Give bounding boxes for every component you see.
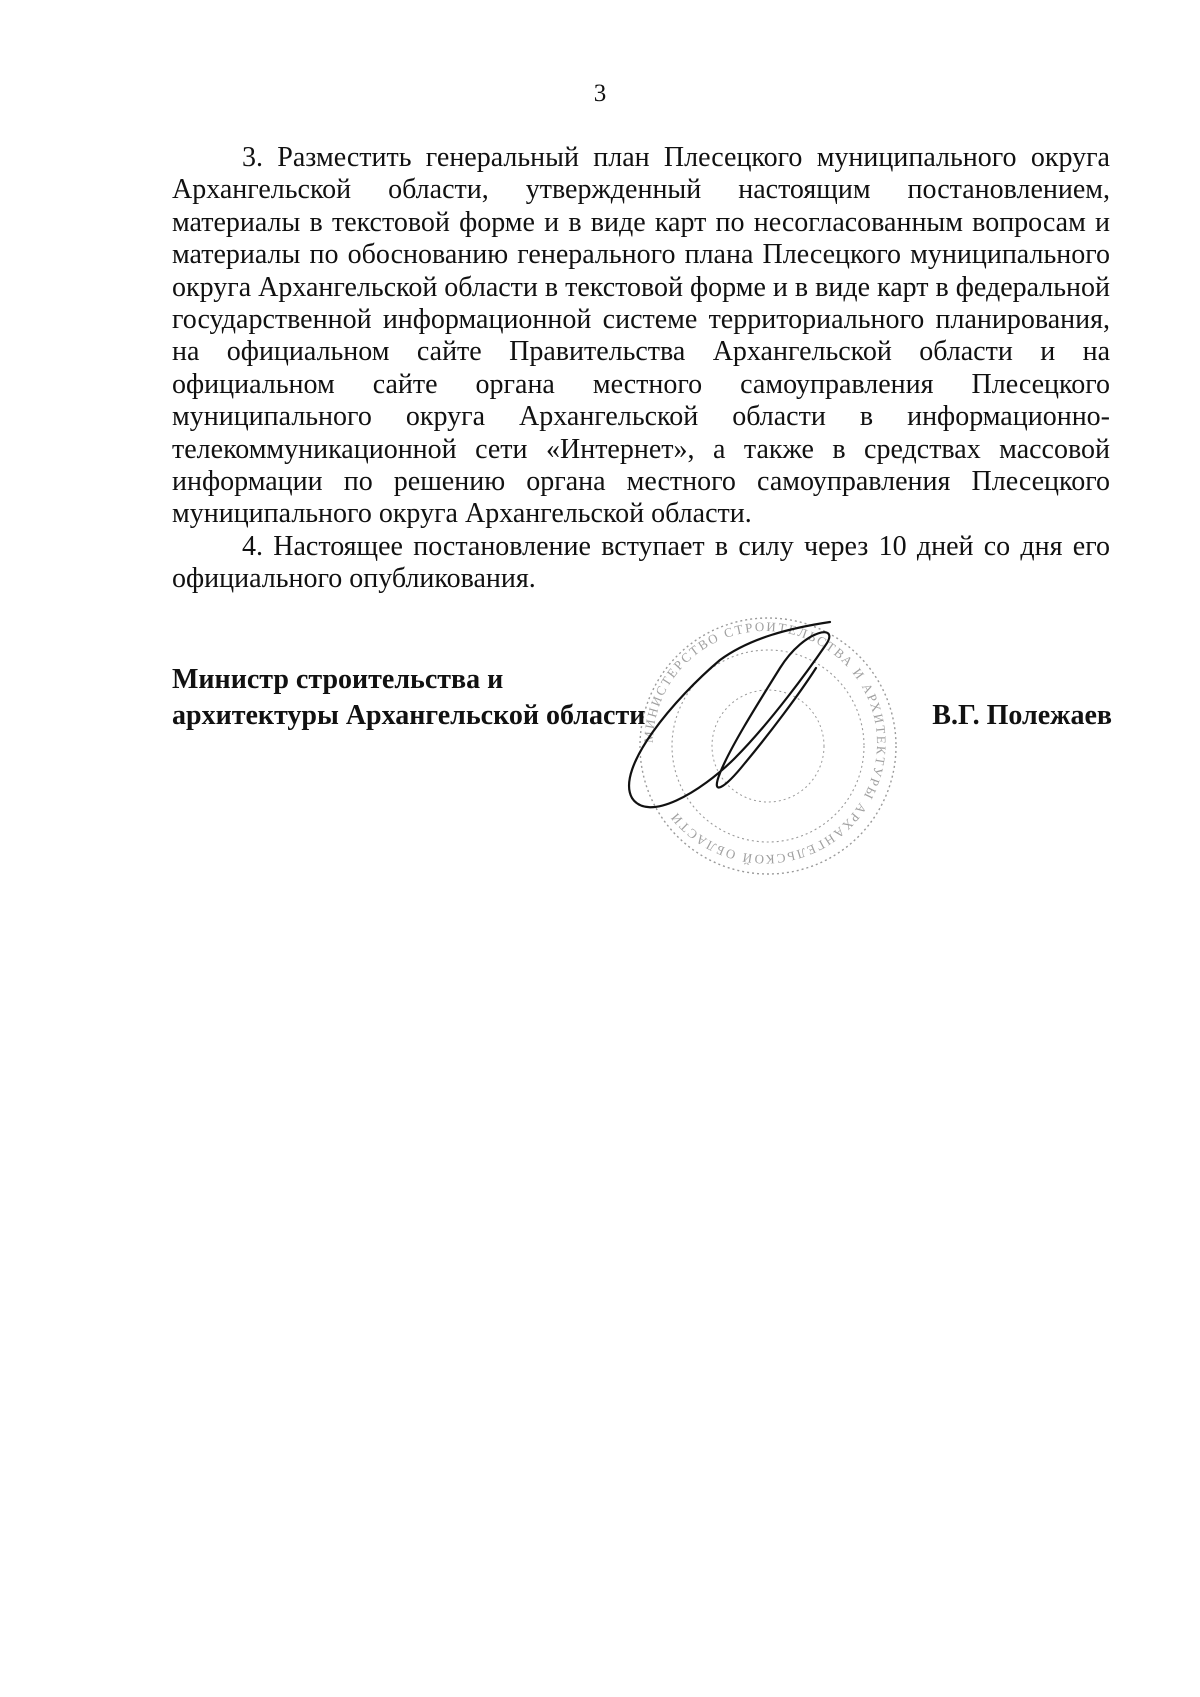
official-seal-with-signature <box>620 598 910 888</box>
paragraph-3: 3. Разместить генеральный план Плесецкого муниципального округа Архангельской области, утвержденный настоящим постановлением, материалы в текстовой форме и в виде карт по несогласованным вопросам и материалы по обоснованию генерального плана Плесецкого муниципального округа Архангельской области в текстовой форме и в виде карт в федеральной государственной информационной системе территориального планирования, на официальном сайте Правительства Архангельской области и на официальном сайте органа местного самоуправления Плесецкого муниципального округа Архангельской области в информационно-телекоммуникационной сети «Интернет», а также в средствах массовой информации по решению органа местного самоуправления Плесецкого муниципального округа Архангельской области. <box>172 142 1110 530</box>
stamp-icon <box>640 618 896 874</box>
signature-block <box>172 662 1112 734</box>
signer-name: В.Г. Полежаев <box>932 700 1112 731</box>
paragraph-4: 4. Настоящее постановление вступает в силу через 10 дней со дня его официального опубликования. <box>172 530 1110 595</box>
seal-graphic <box>620 598 910 888</box>
signer-position-line-1: Министр строительства и <box>172 664 504 695</box>
signer-position-line-2: архитектуры Архангельской области <box>172 700 646 731</box>
page-number: 3 <box>593 80 607 107</box>
seal-lettering: МИНИСТЕРСТВО СТРОИТЕЛЬСТВА И АРХИТЕКТУРЫ АРХАНГЕЛЬСКОЙ ОБЛАСТИ <box>640 618 890 868</box>
document-body <box>172 142 1110 596</box>
